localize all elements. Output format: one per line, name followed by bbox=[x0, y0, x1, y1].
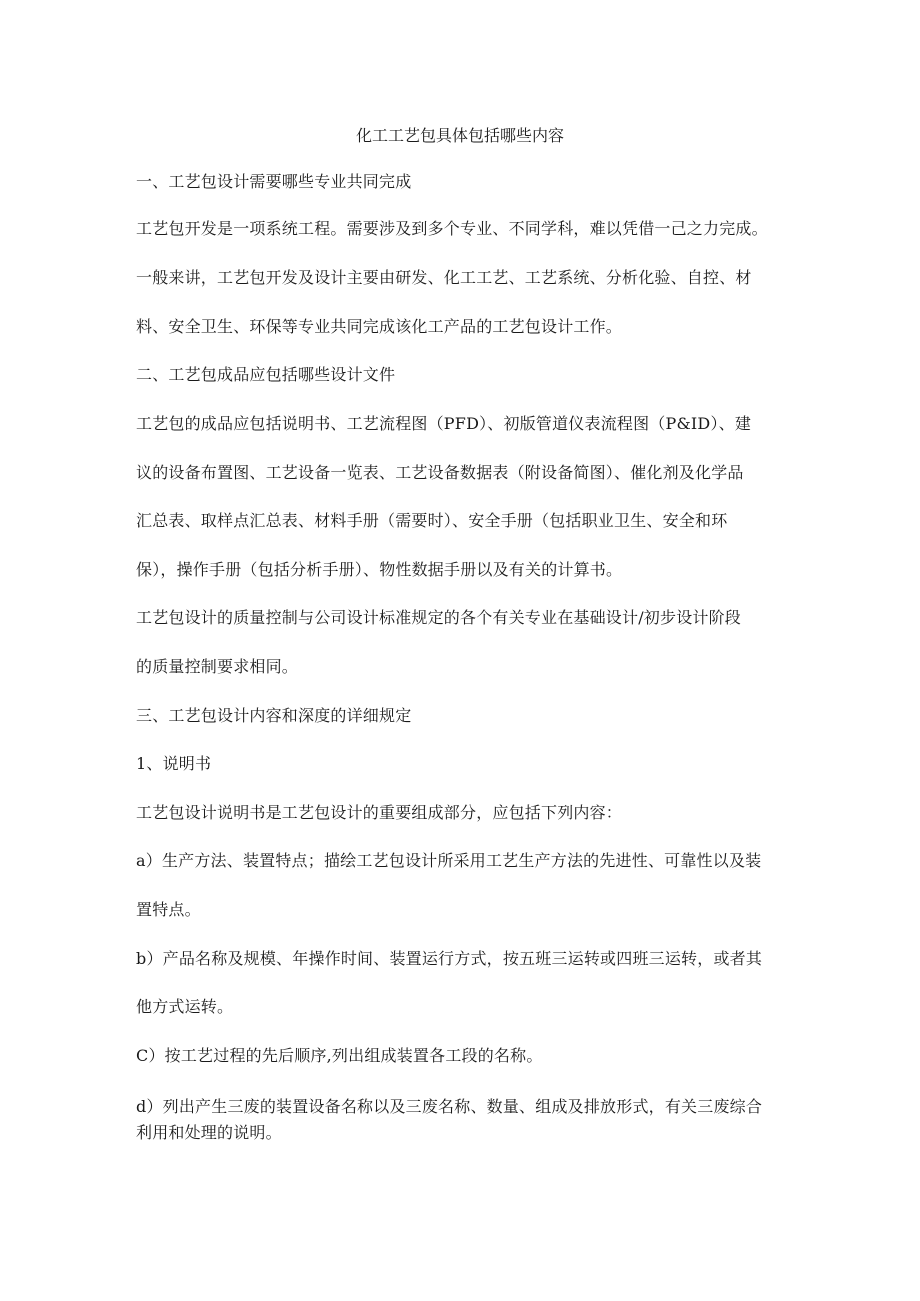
paragraph-line: 议的设备布置图、工艺设备一览表、工艺设备数据表（附设备简图）、催化剂及化学品 bbox=[136, 463, 744, 482]
paragraph-line: 工艺包设计说明书是工艺包设计的重要组成部分，应包括下列内容： bbox=[136, 803, 623, 822]
paragraph-line: 工艺包开发是一项系统工程。需要涉及到多个专业、不同学科，难以凭借一己之力完成。 bbox=[136, 219, 768, 238]
section-3-heading: 三、工艺包设计内容和深度的详细规定 bbox=[136, 706, 412, 725]
list-item-a-line: 置特点。 bbox=[136, 900, 201, 919]
list-item-b-line: b）产品名称及规模、年操作时间、装置运行方式，按五班三运转或四班三运转，或者其 bbox=[136, 949, 763, 968]
section-1-heading: 一、工艺包设计需要哪些专业共同完成 bbox=[136, 172, 412, 191]
paragraph-line: 工艺包的成品应包括说明书、工艺流程图（PFD）、初版管道仪表流程图（P&ID）、建 bbox=[136, 414, 752, 433]
paragraph-line: 的质量控制要求相同。 bbox=[136, 657, 299, 676]
list-item-c-line: C）按工艺过程的先后顺序,列出组成装置各工段的名称。 bbox=[136, 1046, 543, 1065]
subsection-heading: 1、说明书 bbox=[136, 754, 212, 773]
paragraph-line: 一般来讲，工艺包开发及设计主要由研发、化工工艺、工艺系统、分析化验、自控、材 bbox=[136, 268, 752, 287]
paragraph-line: 料、安全卫生、环保等专业共同完成该化工产品的工艺包设计工作。 bbox=[136, 317, 623, 336]
paragraph-line: 保），操作手册（包括分析手册）、物性数据手册以及有关的计算书。 bbox=[136, 560, 623, 579]
list-item-a-line: a）生产方法、装置特点；描绘工艺包设计所采用工艺生产方法的先进性、可靠性以及装 bbox=[136, 851, 762, 870]
list-item-d-line: d）列出产生三废的装置设备名称以及三废名称、数量、组成及排放形式，有关三废综合 bbox=[136, 1097, 763, 1116]
document-title: 化工工艺包具体包括哪些内容 bbox=[355, 126, 564, 145]
paragraph-line: 工艺包设计的质量控制与公司设计标准规定的各个有关专业在基础设计/初步设计阶段 bbox=[136, 608, 741, 627]
list-item-d-line: 利用和处理的说明。 bbox=[136, 1123, 282, 1142]
section-2-heading: 二、工艺包成品应包括哪些设计文件 bbox=[136, 365, 396, 384]
list-item-b-line: 他方式运转。 bbox=[136, 997, 234, 1016]
paragraph-line: 汇总表、取样点汇总表、材料手册（需要时）、安全手册（包括职业卫生、安全和环 bbox=[136, 511, 728, 530]
